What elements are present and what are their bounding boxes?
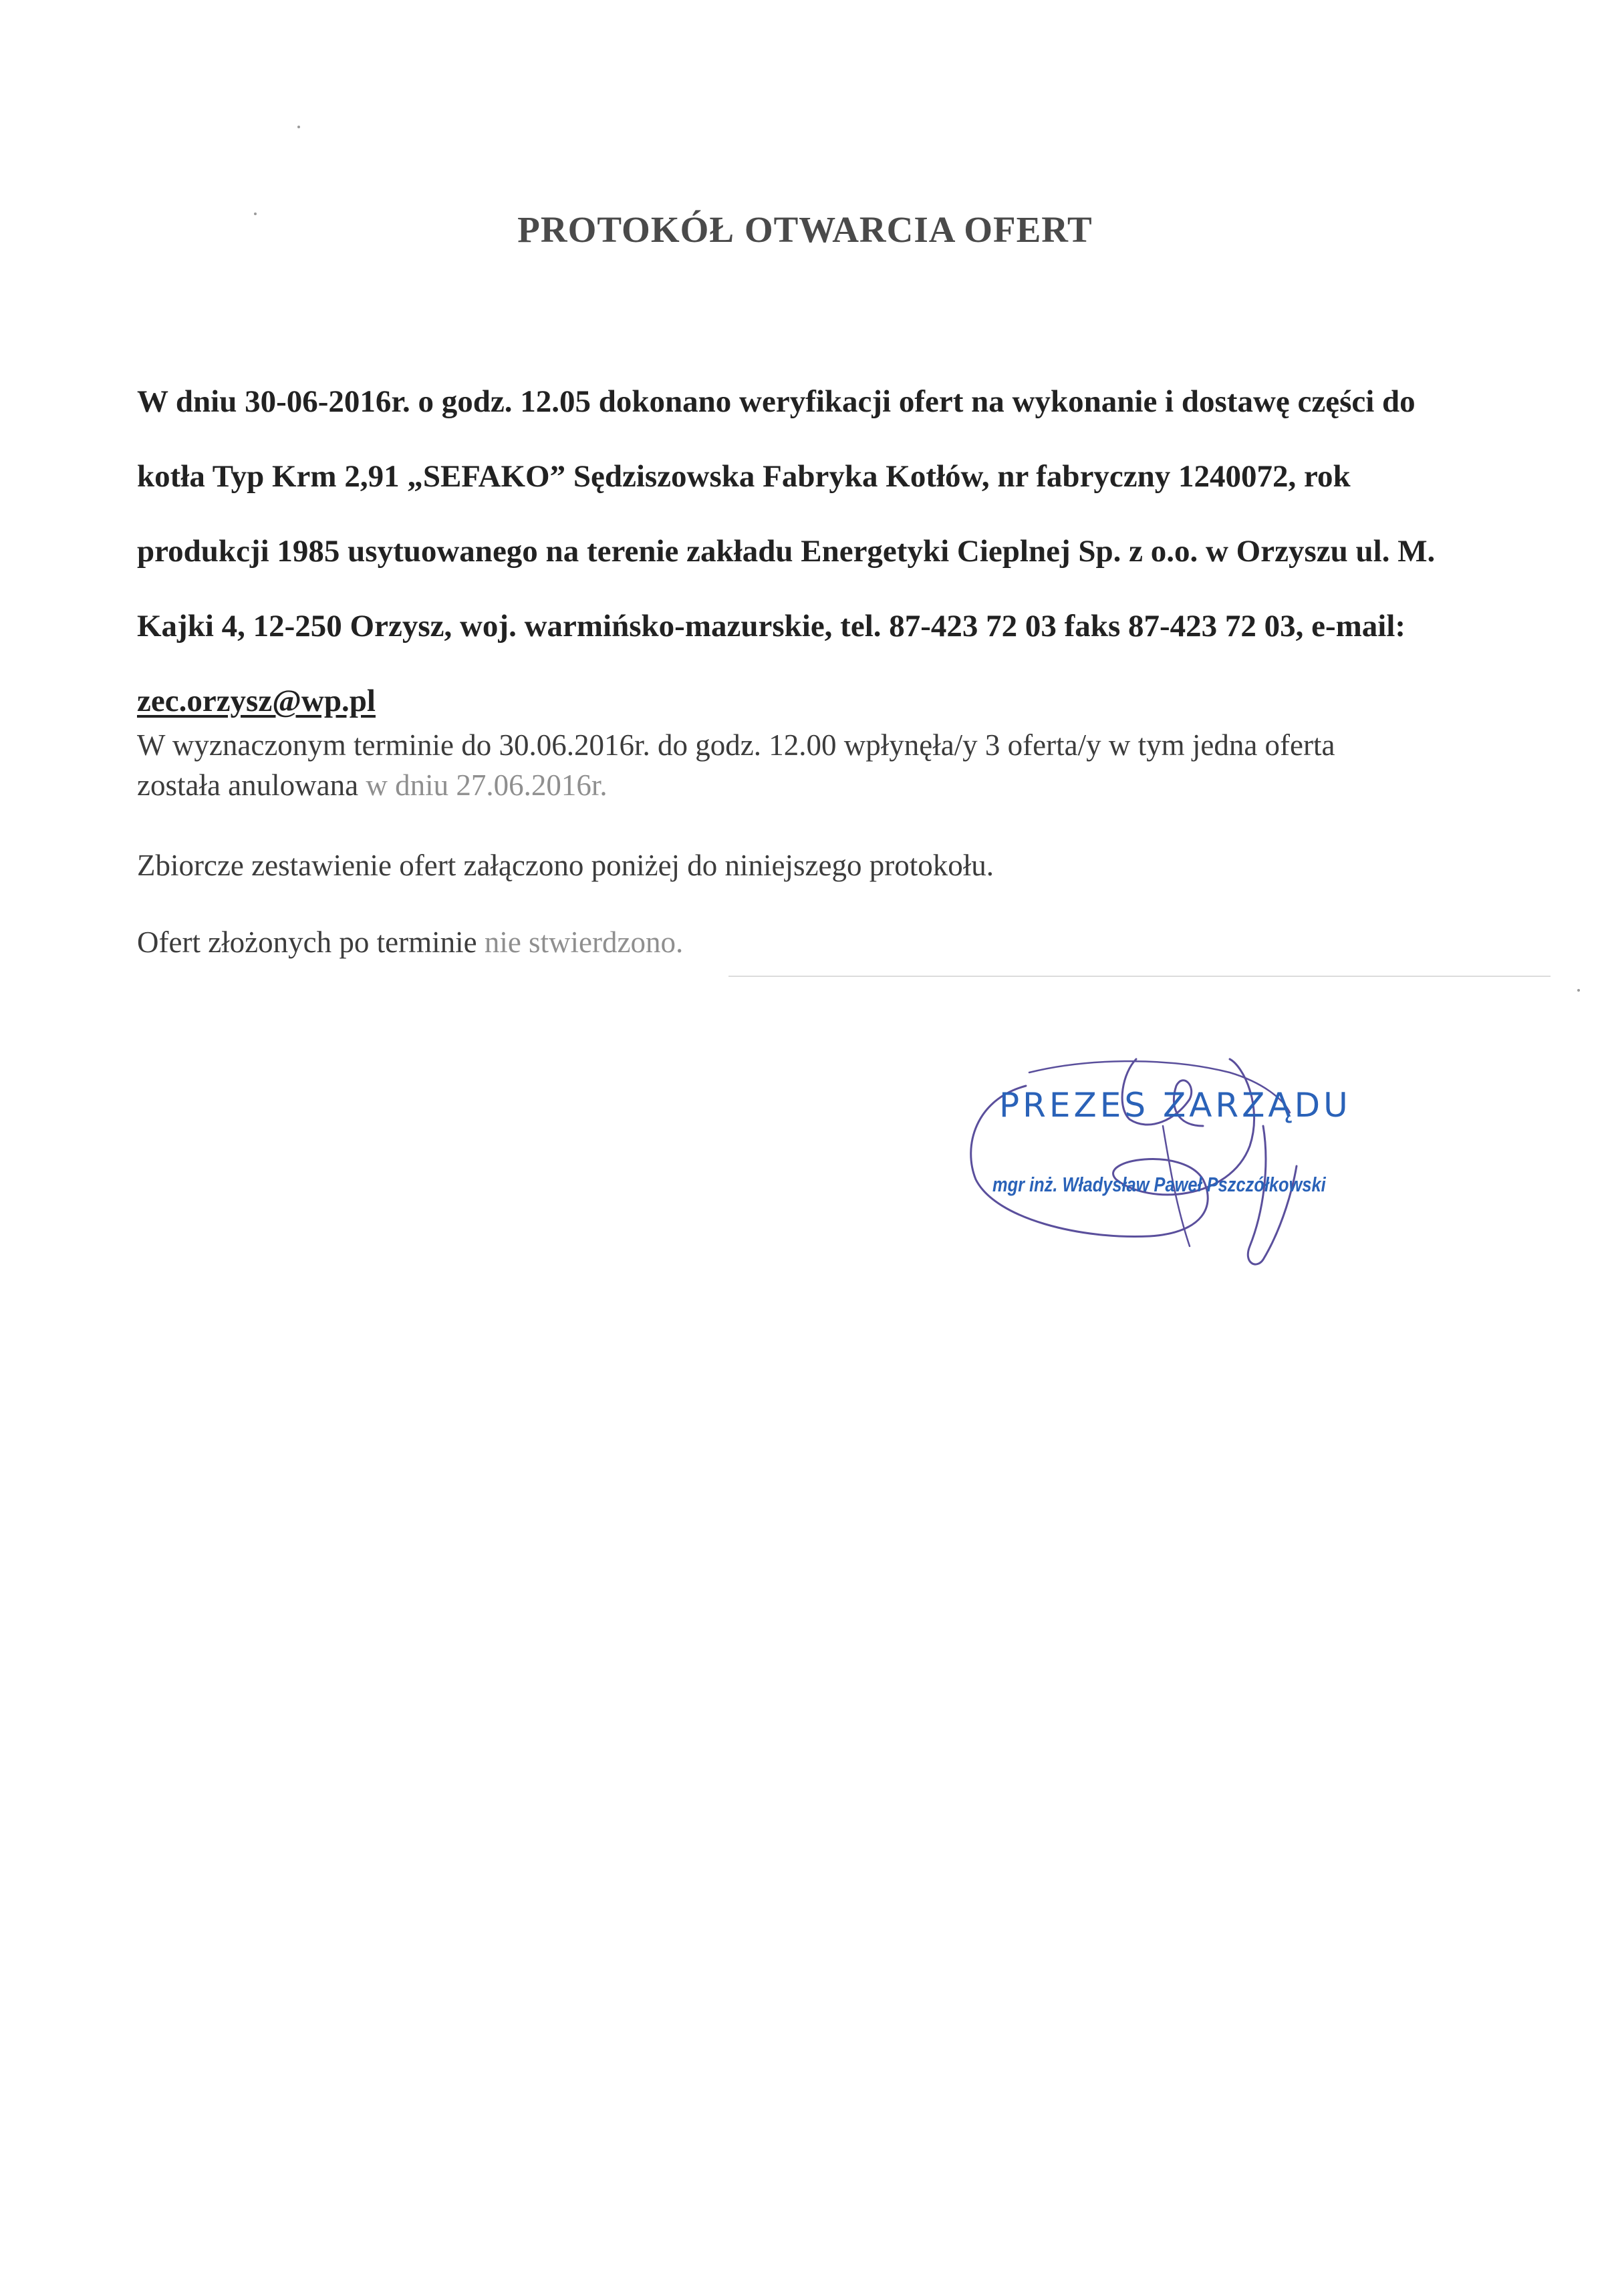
main-paragraph-line: W dniu 30-06-2016r. o godz. 12.05 dokonano weryfikacji ofert na wykonanie i dostawę części do — [137, 384, 1416, 419]
email-link[interactable]: zec.orzysz@wp.pl — [137, 684, 376, 718]
summary-line: Zbiorcze zestawienie ofert załączono poniżej do niniejszego protokołu. — [137, 849, 994, 882]
main-paragraph-line: produkcji 1985 usytuowanego na terenie zakładu Energetyki Cieplnej Sp. z o.o. w Orzyszu ul. M. — [137, 534, 1436, 569]
deadline-line — [137, 765, 1534, 805]
stamp-name: mgr inż. Władysław Paweł Pszczółkowski — [992, 1173, 1326, 1196]
late-offers-faint-text: nie stwierdzono. — [484, 925, 684, 959]
scan-speck — [297, 126, 300, 128]
main-paragraph-line: Kajki 4, 12-250 Orzysz, woj. warmińsko-mazurskie, tel. 87-423 72 03 faks 87-423 72 03, e-mail: — [137, 609, 1406, 643]
handwritten-signature — [949, 1046, 1410, 1286]
stamp-title: PREZES ZARZĄDU — [999, 1086, 1351, 1125]
summary-paragraph — [137, 845, 1534, 885]
deadline-line: W wyznaczonym terminie do 30.06.2016r. do godz. 12.00 wpłynęła/y 3 oferta/y w tym jedna oferta — [137, 728, 1335, 762]
scan-speck — [1577, 989, 1580, 992]
late-offers-text: Ofert złożonych po terminie — [137, 925, 485, 959]
late-offers-line — [137, 922, 1534, 962]
deadline-text: została anulowana — [137, 768, 366, 802]
late-offers-paragraph — [137, 922, 1534, 962]
signature-stamp — [949, 1046, 1410, 1286]
deadline-paragraph — [137, 725, 1534, 805]
main-paragraph — [137, 364, 1534, 738]
deadline-faint-text: w dniu 27.06.2016r. — [366, 768, 608, 802]
main-paragraph-line: kotła Typ Krm 2,91 „SEFAKO” Sędziszowska Fabryka Kotłów, nr fabryczny 1240072, rok — [137, 459, 1351, 494]
divider-line — [728, 976, 1551, 977]
document-title: PROTOKÓŁ OTWARCIA OFERT — [517, 209, 1093, 250]
